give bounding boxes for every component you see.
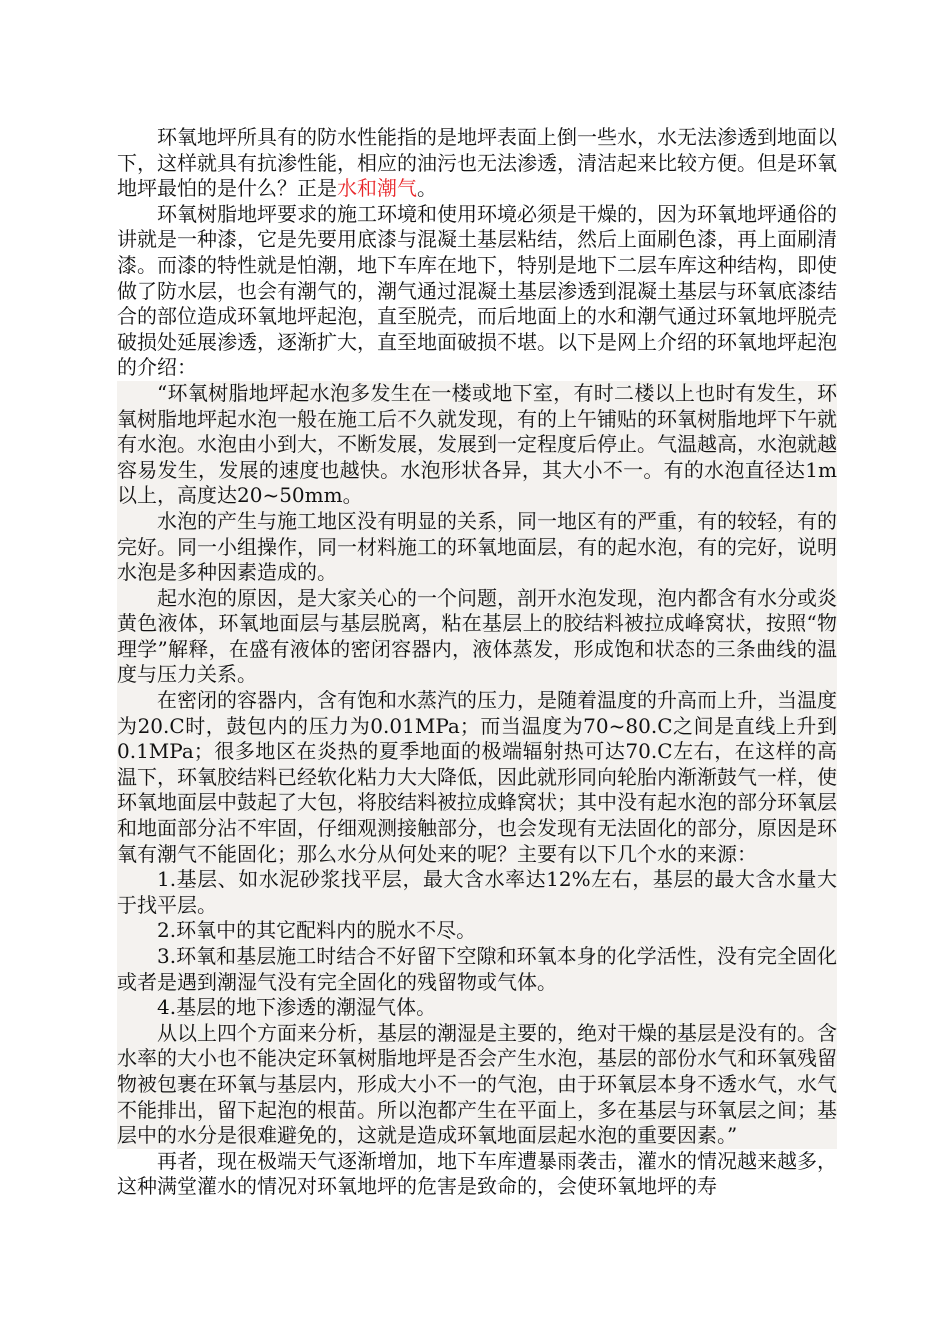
paragraph-quote-conclusion: 从以上四个方面来分析，基层的潮湿是主要的，绝对干燥的基层是没有的。含水率的大小也不能决定环氧树脂地坪是否会产生水泡，基层的部份水气和环氧残留物被包裹在环氧与基层内，形成大小不一的气泡，由于环氧层本身不透水气，水气不能排出，留下起泡的根苗。所以泡都产生在平面上，多在基层与环氧层之间；基层中的水分是很难避免的，这就是造成环氧地面层起水泡的重要因素。”: [117, 1020, 837, 1148]
paragraph-intro-text: 环氧地坪所具有的防水性能指的是地坪表面上倒一些水，水无法渗透到地面以下，这样就具有抗渗性能，相应的油污也无法渗透，清洁起来比较方便。但是环氧地坪最怕的是什么？正是: [117, 125, 837, 201]
paragraph-quote-regions: 水泡的产生与施工地区没有明显的关系，同一地区有的严重，有的较轻，有的完好。同一小组操作，同一材料施工的环氧地面层，有的起水泡，有的完好，说明水泡是多种因素造成的。: [117, 508, 837, 585]
paragraph-quote-pressure: 在密闭的容器内，含有饱和水蒸汽的压力，是随着温度的升高而上升，当温度为20.C时，鼓包内的压力为0.01MPa；而当温度为70~80.C之间是直线上升到0.1MPa；很多地区在炎热的夏季地面的极端辐射热可达70.C左右，在这样的高温下，环氧胶结料已经软化粘力大大降低，因此就形同向轮胎内渐渐鼓气一样，使环氧地面层中鼓起了大包，将胶结料被拉成蜂窝状；其中没有起水泡的部分环氧层和地面部分沾不牢固，仔细观测接触部分，也会发现有无法固化的部分，原因是环氧有潮气不能固化；那么水分从何处来的呢？主要有以下几个水的来源：: [117, 688, 837, 866]
highlighted-phrase: 水和潮气: [337, 176, 417, 201]
list-item-1: 1.基层、如水泥砂浆找平层，最大含水率达12%左右，基层的最大含水量大于找平层。: [117, 867, 837, 917]
paragraph-intro-end: 。: [417, 176, 437, 201]
paragraph-quote-causes: 起水泡的原因，是大家关心的一个问题，剖开水泡发现，泡内都含有水分或炎黄色液体，环氧地面层与基层脱离，粘在基层上的胶结料被拉成峰窝状，按照“物理学”解释，在盛有液体的密闭容器内，液体蒸发，形成饱和状态的三条曲线的温度与压力关系。: [117, 585, 837, 687]
document-body: [117, 125, 837, 1200]
paragraph-extreme-weather: 再者，现在极端天气逐渐增加，地下车库遭暴雨袭击，灌水的情况越来越多，这种满堂灌水的情况对环氧地坪的危害是致命的，会使环氧地坪的寿: [117, 1148, 837, 1199]
list-item-4: 4.基层的地下渗透的潮湿气体。: [157, 995, 437, 1020]
list-item-2: 2.环氧中的其它配料内的脱水不尽。: [157, 918, 477, 943]
quoted-section: [117, 381, 837, 1149]
paragraph-construction: 环氧树脂地坪要求的施工环境和使用环境必须是干燥的，因为环氧地坪通俗的讲就是一种漆，它是先要用底漆与混凝土基层粘结，然后上面刷色漆，再上面刷清漆。而漆的特性就是怕潮，地下车库在地下，特别是地下二层车库这种结构，即使做了防水层，也会有潮气的，潮气通过混凝土基层渗透到混凝土基层与环氧底漆结合的部位造成环氧地坪起泡，直至脱壳，而后地面上的水和潮气通过环氧地坪脱壳破损处延展渗透，逐渐扩大，直至地面破损不堪。以下是网上介绍的环氧地坪起泡的介绍：: [117, 201, 837, 380]
list-item-3: 3.环氧和基层施工时结合不好留下空隙和环氧本身的化学活性，没有完全固化或者是遇到潮湿气没有完全固化的残留物或气体。: [117, 944, 837, 994]
paragraph-quote-bubbles: “环氧树脂地坪起水泡多发生在一楼或地下室，有时二楼以上也时有发生，环氧树脂地坪起水泡一般在施工后不久就发现，有的上午铺贴的环氧树脂地坪下午就有水泡。水泡由小到大，不断发展，发展到一定程度后停止。气温越高，水泡就越容易发生，发展的速度也越快。水泡形状各异，其大小不一。有的水泡直径达1m以上，高度达20~50mm。: [117, 380, 837, 508]
paragraph-intro: [117, 125, 837, 202]
